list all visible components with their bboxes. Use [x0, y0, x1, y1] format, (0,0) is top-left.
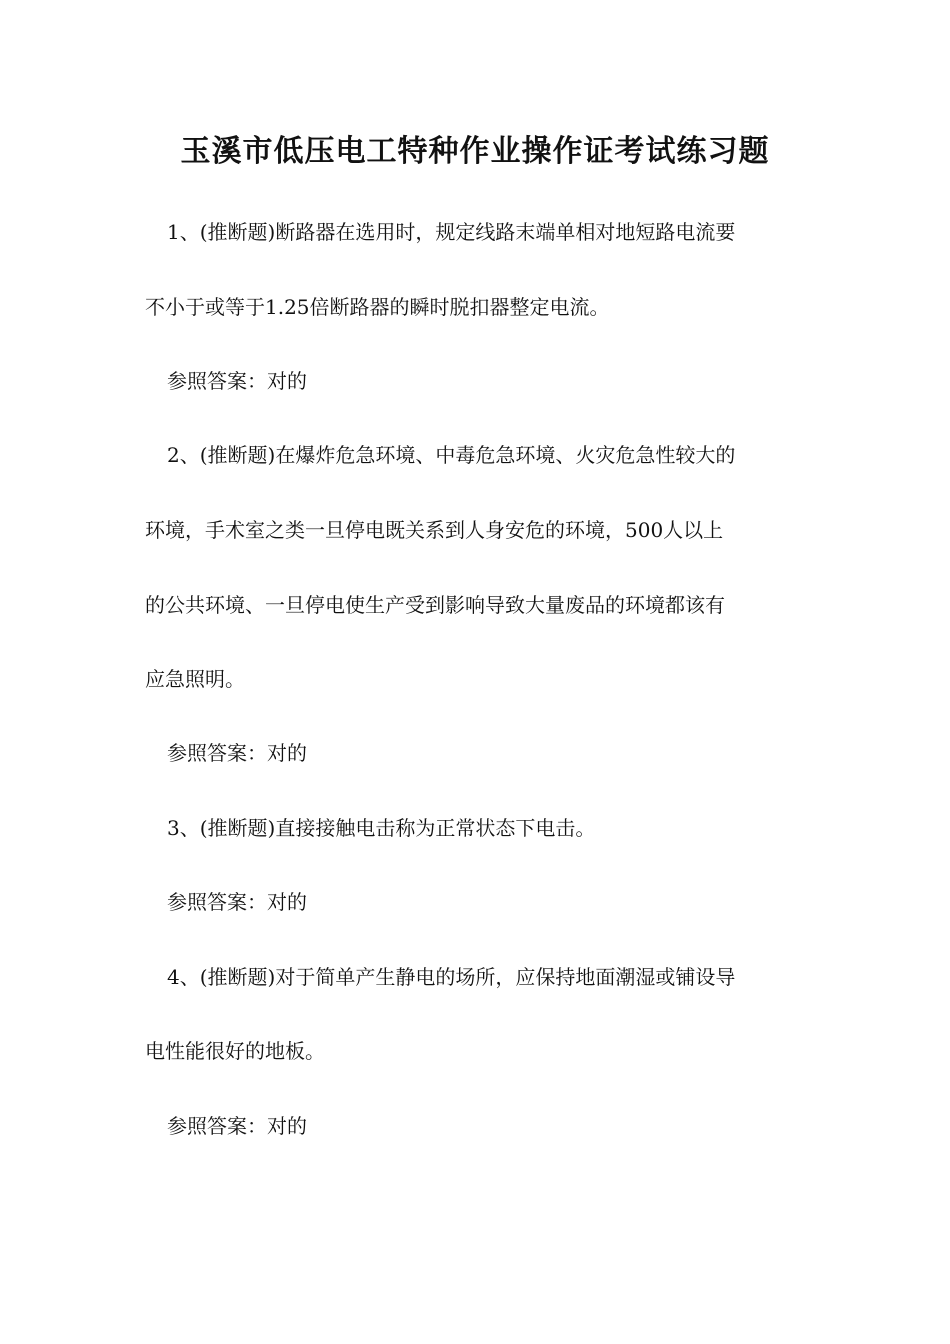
- question-2-line-3: 的公共环境、一旦停电使生产受到影响导致大量废品的环境都该有: [145, 593, 725, 617]
- question-1-line-1: 1、(推断题)断路器在选用时，规定线路末端单相对地短路电流要: [167, 220, 736, 244]
- document-title: 玉溪市低压电工特种作业操作证考试练习题: [180, 134, 770, 169]
- question-2-answer: 参照答案：对的: [167, 741, 307, 765]
- question-2-line-4: 应急照明。: [145, 667, 245, 691]
- question-2-line-1: 2、(推断题)在爆炸危急环境、中毒危急环境、火灾危急性较大的: [167, 443, 736, 467]
- question-4-line-1: 4、(推断题)对于简单产生静电的场所，应保持地面潮湿或铺设导: [167, 965, 736, 989]
- question-1-line-2: 不小于或等于1.25倍断路器的瞬时脱扣器整定电流。: [145, 295, 610, 319]
- question-2-line-2: 环境，手术室之类一旦停电既关系到人身安危的环境，500人以上: [145, 518, 724, 542]
- question-4-line-2: 电性能很好的地板。: [145, 1039, 325, 1063]
- question-3-line-1: 3、(推断题)直接接触电击称为正常状态下电击。: [167, 816, 596, 840]
- question-1-answer: 参照答案：对的: [167, 369, 307, 393]
- question-4-answer: 参照答案：对的: [167, 1114, 307, 1138]
- question-3-answer: 参照答案：对的: [167, 890, 307, 914]
